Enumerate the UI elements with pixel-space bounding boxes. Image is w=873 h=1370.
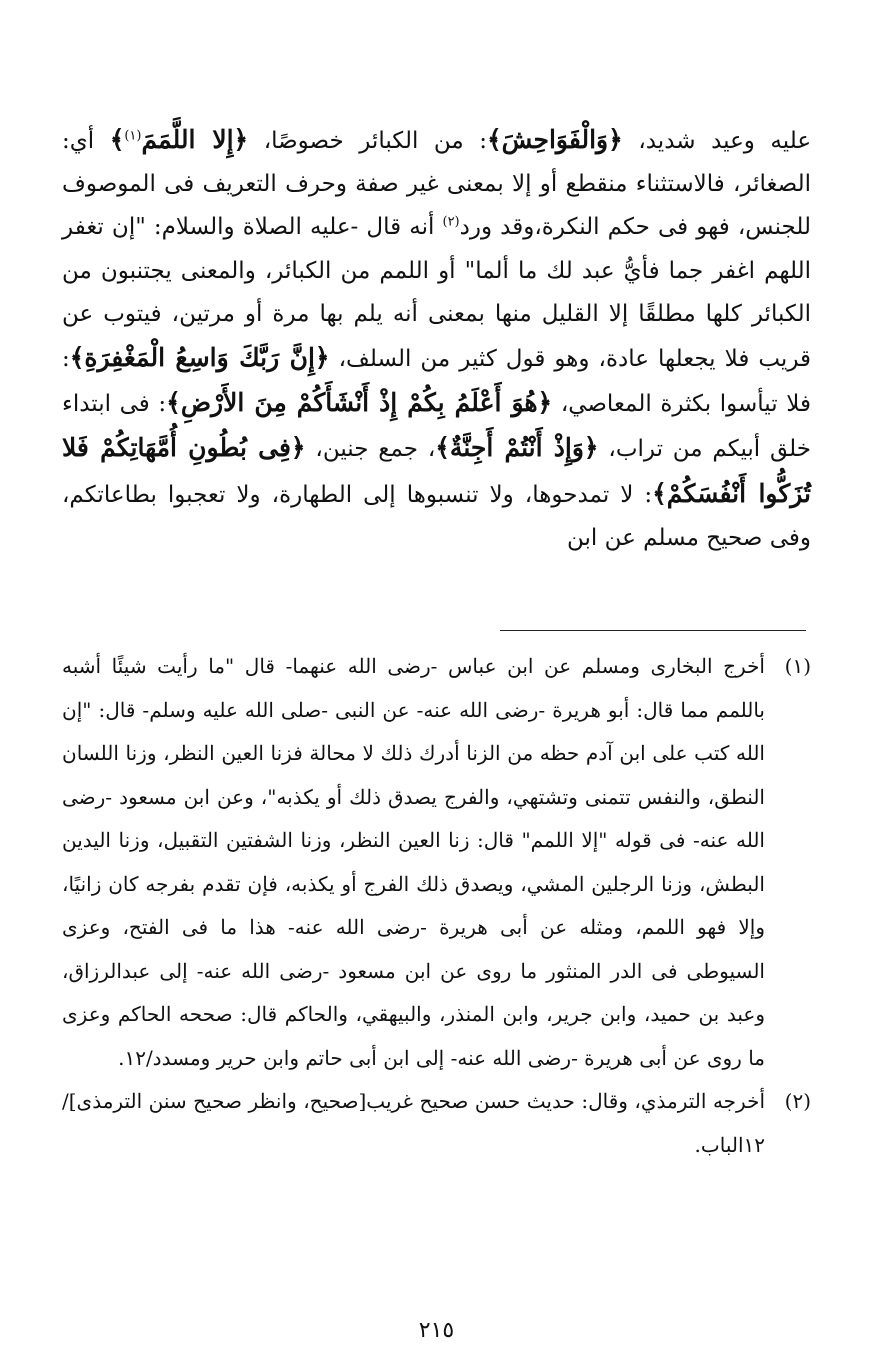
quran-quote: ﴿إِنَّ رَبَّكَ وَاسِعُ الْمَغْفِرَةِ﴾	[69, 343, 330, 373]
quran-quote-end: ﴾	[109, 125, 125, 154]
footnotes	[62, 645, 811, 1167]
footnote-text: أخرج البخارى ومسلم عن ابن عباس -رضى الله عنهما- قال "ما رأيت شيئًا أشبه باللمم مما قال: أبو هريرة -رضى الله عنه- عن النبى -صلى الله عليه وسلم- قال: "إن الله كتب على ابن آدم حظه من الزنا أدرك ذلك لا محالة فزنا العين النظر، وزنا اللسان النطق، والنفس تتمنى وتشتهي، والفرج يصدق ذلك أو يكذبه"، وعن ابن مسعود -رضى الله عنه- فى قوله "إلا اللمم" قال: زنا العين النظر، وزنا الشفتين التقبيل، وزنا اليدين البطش، وزنا الرجلين المشي، ويصدق ذلك الفرج أو يكذبه، فإن تقدم بفرجه كان زانيًا، وإلا فهو اللمم، ومثله عن أبى هريرة -رضى الله عنه- هذا ما فى الفتح، وعزى السيوطى فى الدر المنثور ما روى عن ابن مسعود -رضى الله عنه- إلى عبدالرزاق، وعبد بن حميد، وابن جرير، وابن المنذر، والبيهقي، والحاكم قال: صححه الحاكم وعزى ما روى عن أبى هريرة -رضى الله عنه- إلى ابن أبى حاتم وابن حرير ومسدد/١٢.	[62, 654, 765, 1070]
text-segment: : فلا تيأسوا بكثرة المعاصي،	[62, 346, 811, 418]
footnote-divider	[500, 630, 806, 631]
quran-quote: ﴿وَإِذْ أَنْتُمْ أَجِنَّةٌ﴾	[435, 433, 599, 463]
footnote-text: أخرجه الترمذي، وقال: حديث حسن صحيح غريب[صحيح، وانظر صحيح سنن الترمذى]/١٢الباب.	[62, 1089, 765, 1157]
quran-quote: ﴿فِى بُطُونِ أُمَّهَاتِكُمْ فَلا تُزَكُّوا أَنْفُسَكُمْ﴾	[62, 433, 811, 508]
footnote-ref[interactable]: (٢)	[442, 214, 460, 230]
quran-quote: ﴿هُوَ أَعْلَمُ بِكُمْ إِذْ أَنْشَأَكُمْ مِنَ الأَرْضِ﴾	[166, 388, 553, 418]
text-segment: : من الكبائر خصوصًا،	[263, 128, 487, 154]
footnote-number: (٢)	[784, 1089, 811, 1113]
text-segment: أنه قال -عليه الصلاة والسلام: "إن تغفر اللهم اغفر جما فأيُّ عبد لك ما ألما" أو اللمم من الكبائر، والمعنى يجتنبون من الكبائر كلها مطلقًا إلا القليل منها بمعنى أنه يلم بها مرة أو مرتين، فيتوب عن قريب فلا يجعلها عادة، وهو قول كثير من السلف،	[62, 214, 812, 373]
page-number: ٢١٥	[418, 1318, 455, 1343]
text-segment: : لا تمدحوها، ولا تنسبوها إلى الطهارة، ولا تعجبوا بطاعاتكم، وفى صحيح مسلم عن ابن	[62, 481, 811, 551]
footnote-ref[interactable]: (١)	[124, 128, 142, 144]
footnote-number: (١)	[784, 654, 811, 678]
text-segment: ، جمع جنين،	[315, 436, 436, 463]
quran-quote: ﴿وَالْفَوَاحِشَ﴾	[487, 125, 623, 154]
main-paragraph	[62, 118, 811, 560]
text-segment: : فى ابتداء خلق أبيكم من تراب،	[62, 391, 812, 463]
footnote-1	[62, 645, 811, 1080]
quran-quote: ﴿إِلا اللَّمَمَ	[141, 125, 249, 154]
main-text	[62, 118, 811, 560]
text-segment: عليه وعيد شديد،	[638, 128, 812, 154]
footnote-2	[62, 1080, 811, 1167]
text-segment: أي: الصغائر، فالاستثناء منقطع أو إلا بمعنى غير صفة وحرف التعريف فى الموصوف للجنس، فهو فى حكم النكرة،وقد ورد	[62, 128, 811, 241]
